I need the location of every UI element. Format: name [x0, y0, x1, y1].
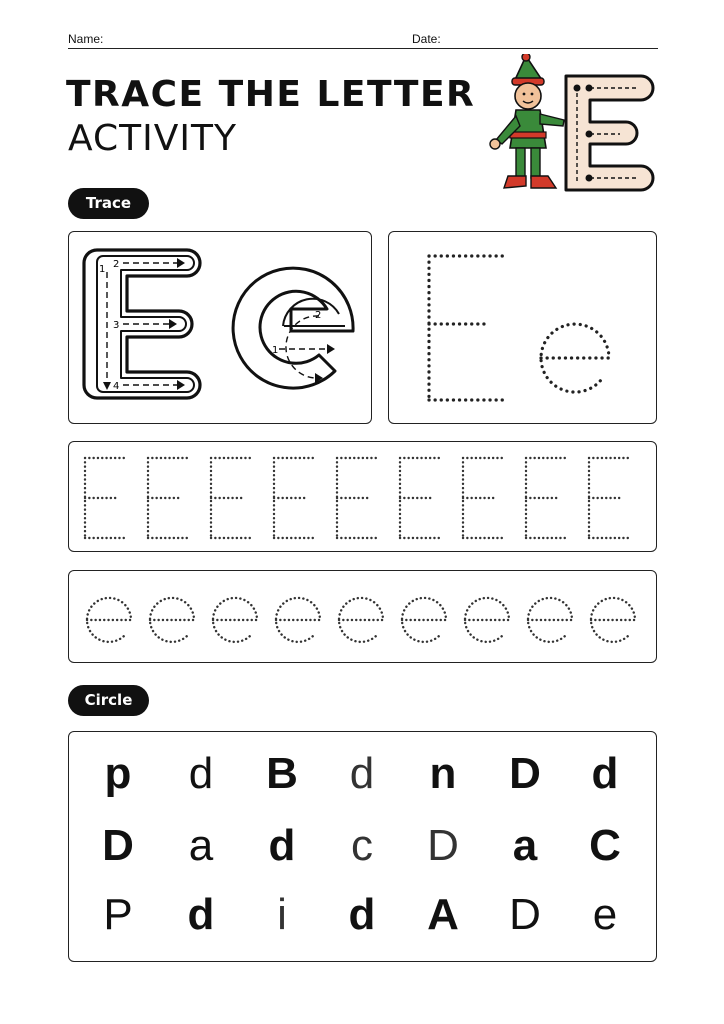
stroke-number: 2 — [315, 310, 322, 321]
worksheet-title: TRACE THE LETTER — [66, 74, 476, 115]
dotted-uppercase-e — [429, 256, 505, 400]
circle-target-letter[interactable]: C — [589, 821, 621, 870]
elf-illustration — [486, 54, 666, 206]
dotted-e-tracer — [339, 598, 383, 642]
dotted-e-tracer — [463, 458, 505, 538]
stroke-guide-drawing — [69, 232, 370, 422]
circle-target-letter[interactable]: d — [348, 890, 376, 939]
lowercase-practice-drawing — [69, 571, 655, 661]
dotted-e-tracer — [465, 598, 509, 642]
circle-letter-grid — [68, 731, 657, 962]
big-letter-e-icon — [566, 76, 653, 190]
name-label: Name: — [68, 32, 104, 46]
dotted-e-tracer — [591, 598, 635, 642]
dotted-e-tracer — [87, 598, 131, 642]
circle-target-letter[interactable]: P — [103, 890, 133, 939]
lowercase-practice-row — [68, 570, 657, 663]
circle-target-letter[interactable]: a — [188, 821, 214, 870]
circle-target-letter[interactable]: a — [512, 821, 538, 870]
dotted-e-tracer — [213, 598, 257, 642]
stroke-number: 2 — [113, 259, 120, 270]
dotted-e-tracer — [337, 458, 379, 538]
circle-target-letter[interactable]: d — [268, 821, 296, 870]
circle-target-letter[interactable]: n — [429, 749, 457, 798]
stroke-number: 4 — [113, 381, 120, 392]
dotted-e-tracer — [589, 458, 631, 538]
circle-target-letter[interactable]: d — [349, 749, 375, 798]
circle-target-letter[interactable]: i — [277, 890, 287, 939]
lowercase-e-outline — [233, 268, 353, 388]
worksheet-subtitle: ACTIVITY — [68, 118, 237, 159]
dotted-e-tracer — [400, 458, 442, 538]
circle-target-letter[interactable]: d — [188, 749, 214, 798]
circle-target-letter[interactable]: p — [104, 749, 132, 798]
letter-grid — [69, 732, 656, 961]
dotted-e-tracer — [150, 598, 194, 642]
dotted-lowercase-e — [541, 324, 609, 392]
circle-target-letter[interactable]: d — [187, 890, 215, 939]
uppercase-practice-row — [68, 441, 657, 552]
trace-section-label: Trace — [68, 188, 149, 219]
circle-target-letter[interactable]: D — [102, 821, 134, 870]
circle-target-letter[interactable]: d — [591, 749, 619, 798]
dotted-e-tracer — [85, 458, 127, 538]
circle-target-letter[interactable]: D — [509, 749, 541, 798]
dotted-e-tracer — [402, 598, 446, 642]
circle-target-letter[interactable]: B — [266, 749, 298, 798]
stroke-number: 1 — [272, 345, 279, 356]
dotted-e-tracer — [528, 598, 572, 642]
stroke-guide-panel — [68, 231, 372, 424]
dotted-e-tracer — [148, 458, 190, 538]
uppercase-practice-drawing — [69, 442, 655, 550]
circle-target-letter[interactable]: c — [351, 821, 373, 870]
circle-target-letter[interactable]: D — [427, 821, 459, 870]
date-label: Date: — [412, 32, 441, 46]
dotted-e-tracer — [274, 458, 316, 538]
dotted-e-tracer — [276, 598, 320, 642]
circle-section-label: Circle — [68, 685, 149, 716]
stroke-number: 1 — [99, 264, 106, 275]
circle-target-letter[interactable]: A — [427, 890, 459, 939]
dotted-model-drawing — [389, 232, 655, 422]
dotted-model-panel — [388, 231, 657, 424]
dotted-e-tracer — [526, 458, 568, 538]
name-date-line — [68, 30, 658, 49]
circle-target-letter[interactable]: D — [509, 890, 541, 939]
elf-icon — [490, 54, 564, 188]
circle-target-letter[interactable]: e — [592, 890, 618, 939]
dotted-e-tracer — [211, 458, 253, 538]
stroke-number: 3 — [113, 320, 120, 331]
